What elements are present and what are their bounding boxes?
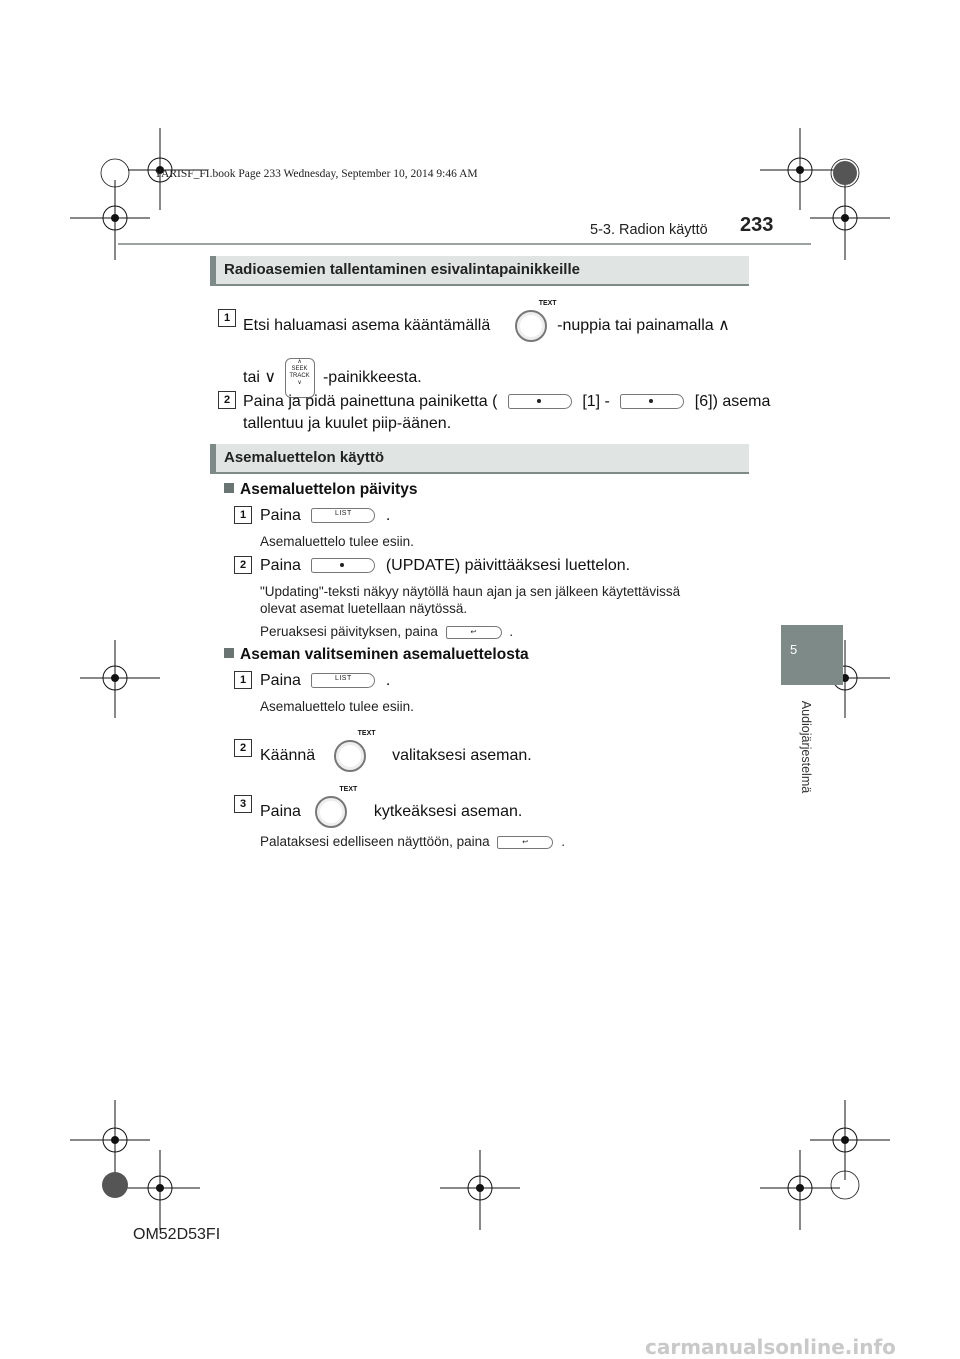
step-text [243,300,730,342]
watermark: carmanualsonline.info [645,1335,896,1359]
step-text-part: . [385,672,391,689]
list-label: LIST [334,675,352,683]
step-note: "Updating"-teksti näkyy näytöllä haun ajan ja sen jälkeen käytettävissä [260,584,681,599]
step-text-part: -nuppia tai painamalla ∧ [557,317,730,335]
tune-knob-icon [315,786,358,828]
subheading [224,646,529,664]
tune-knob-icon [515,300,557,342]
step-note [260,624,513,639]
step-number: 3 [234,795,252,813]
note-part: Peruaksesi päivityksen, paina [260,624,438,639]
step-text-part: [1] - [582,393,610,410]
step-text-part: Paina [260,507,301,524]
subheading-text: Aseman valitseminen asemaluettelosta [240,646,529,663]
section-heading-text: Radioasemien tallentaminen esivalintapainikkeille [224,261,580,278]
step-text-part: -painikkeesta. [322,369,422,387]
back-button-icon: ↩ [497,836,553,849]
step-text-part: kytkeäksesi aseman. [373,803,523,821]
side-tab-label-box [796,690,816,810]
knob-label: TEXT [339,786,358,793]
step-note: olevat asemat luetellaan näytössä. [260,601,468,616]
step-text-part: tai ∨ [243,369,277,387]
step-text [243,358,422,398]
step-text-part: [6]) asema [694,393,771,410]
preset-button-icon [508,394,572,409]
note-part: Palataksesi edelliseen näyttöön, paina [260,834,490,849]
step-note: Asemaluettelo tulee esiin. [260,534,414,549]
step-text-part: Paina [260,557,301,574]
track-label: TRACK [289,373,310,379]
back-button-icon: ↩ [446,626,502,639]
step-text: tallentuu ja kuulet piip-äänen. [243,415,452,432]
step-text-part: (UPDATE) päivittääksesi luettelon. [385,557,631,574]
step-number: 1 [218,309,236,327]
side-tab-label: Audiojärjestelmä [799,700,813,794]
document-code: OM52D53FI [133,1226,221,1243]
side-tab-number: 5 [790,642,798,657]
step-text-part: Paina ja pidä painettuna painiketta ( [243,393,498,410]
step-note [260,834,565,849]
note-part: . [561,834,565,849]
step-number: 1 [234,506,252,524]
step-text-part: Etsi haluamasi asema kääntämällä [243,317,491,335]
step-text-part: Käännä [260,747,316,765]
page-number: 233 [740,214,774,236]
step-text-part: . [385,507,391,524]
step-number: 2 [234,739,252,757]
step-text-part: Paina [260,803,301,821]
chapter-side-tab [781,625,843,685]
step-note: Asemaluettelo tulee esiin. [260,699,414,714]
step-number: 2 [218,391,236,409]
preset-button-icon [311,558,375,573]
section-heading-presets [210,256,749,286]
step-text [260,672,390,690]
section-heading-station-list [210,444,749,474]
step-text [243,393,770,411]
section-heading-text: Asemaluettelon käyttö [224,449,385,466]
chapter-title: 5-3. Radion käyttö [590,222,708,238]
step-text [260,730,532,772]
list-button-icon [311,673,375,688]
subheading [224,481,417,499]
seek-label: SEEK [291,366,308,372]
subheading-text: Asemaluettelon päivitys [240,481,418,498]
step-number: 1 [234,671,252,689]
knob-label: TEXT [538,300,557,307]
book-metadata-line: YARISF_FI.book Page 233 Wednesday, September 10, 2014 9:46 AM [154,168,478,180]
section-heading-bar [210,256,216,286]
section-heading-bar [210,444,216,474]
header-rule [118,243,811,245]
knob-label: TEXT [357,730,376,737]
step-text [260,557,630,575]
step-number: 2 [234,556,252,574]
step-text [260,786,523,828]
step-text [260,507,390,525]
seek-track-button-icon: ∧ SEEK TRACK ∨ [285,358,315,398]
list-label: LIST [334,510,352,518]
preset-button-icon [620,394,684,409]
tune-knob-icon [334,730,376,772]
list-button-icon [311,508,375,523]
note-part: . [509,624,514,639]
step-text-part: valitaksesi aseman. [392,747,532,765]
step-text-part: Paina [260,672,301,689]
